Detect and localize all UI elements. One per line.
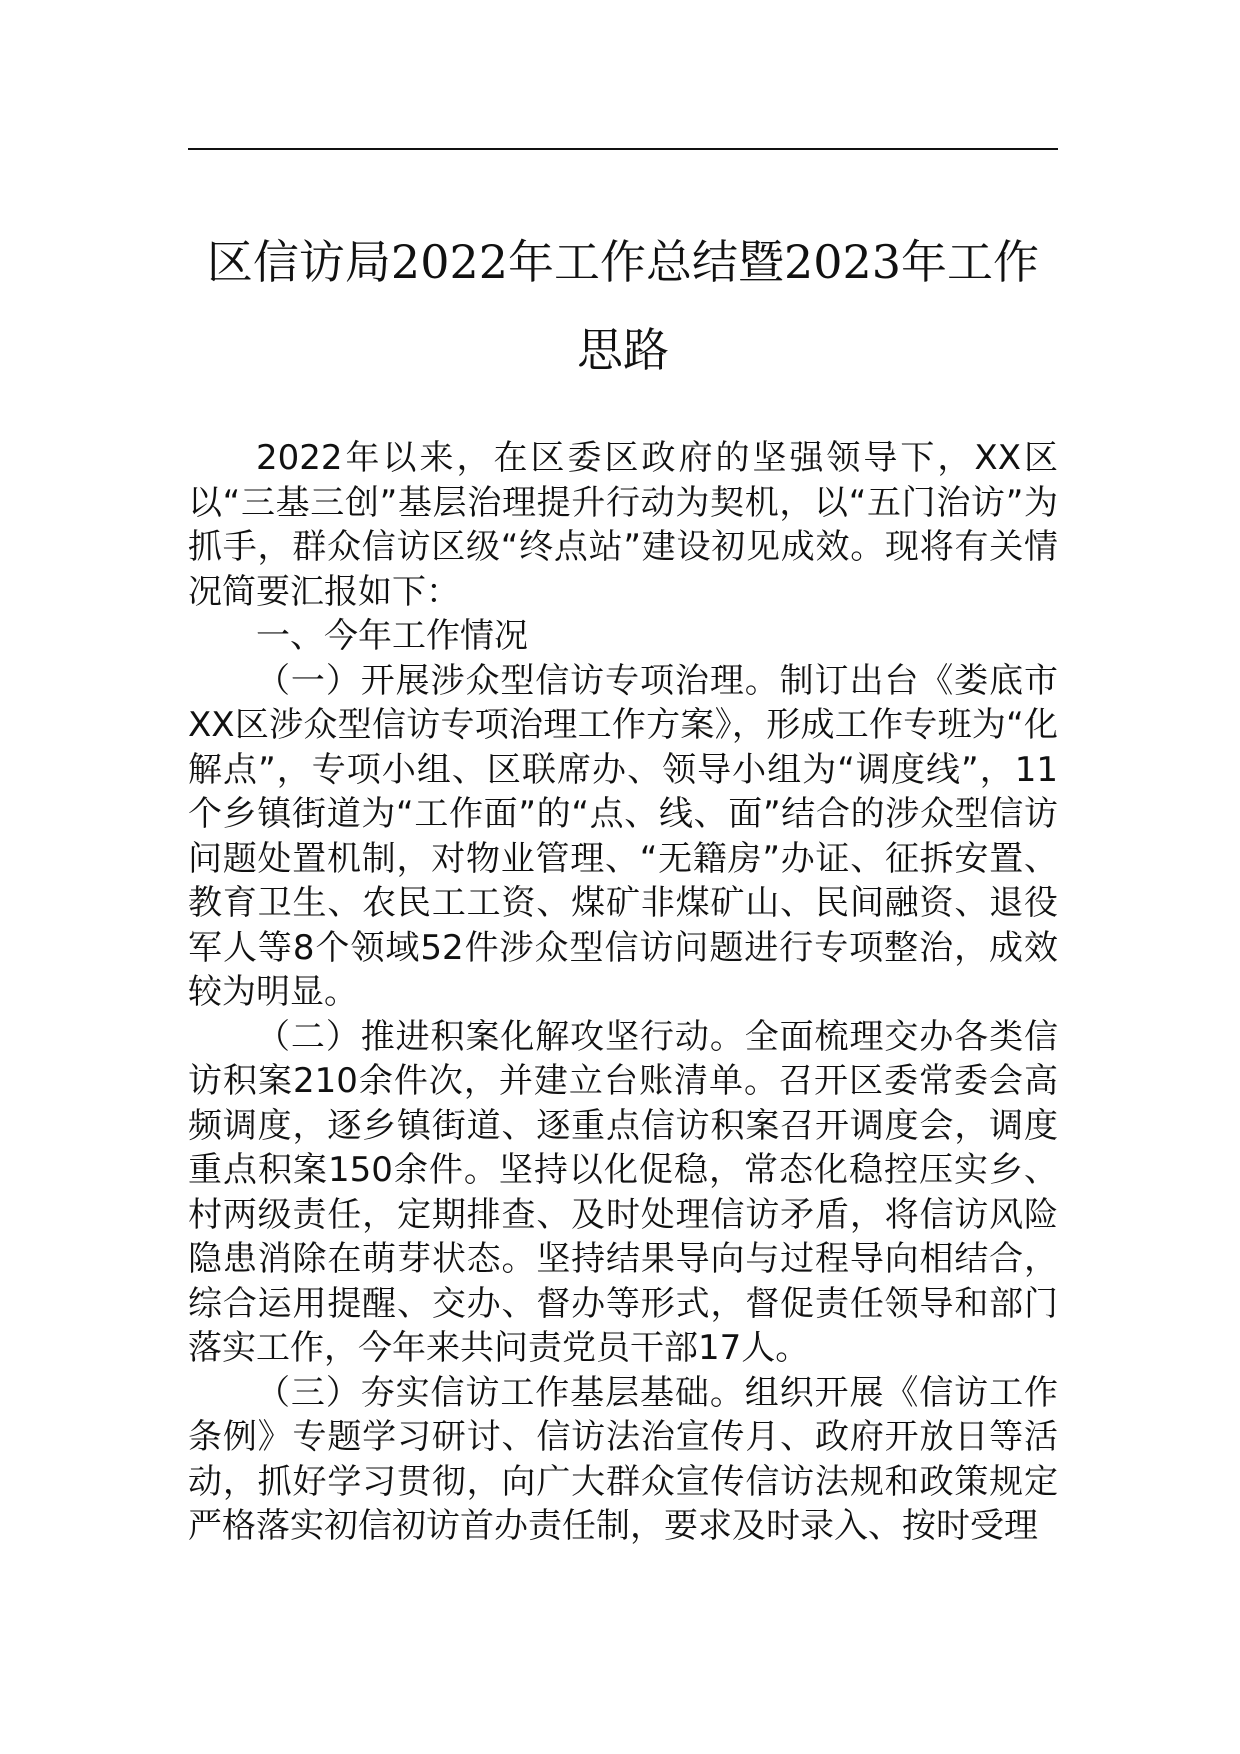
intro-paragraph: 2022年以来，在区委区政府的坚强领导下，XX区以“三基三创”基层治理提升行动为契机，以“五门治访”为抓手，群众信访区级“终点站”建设初见成效。现将有关情况简要汇报如下： [188,438,1058,612]
document-title: 区信访局2022年工作总结暨2023年工作思路 [206,235,1040,377]
body-paragraph: （三）夯实信访工作基层基础。组织开展《信访工作条例》专题学习研讨、信访法治宣传月、政府开放日等活动，抓好学习贯彻，向广大群众宣传信访法规和政策规定严格落实初信初访首办责任制，要求及时录入、按时受理 [188,1372,1058,1546]
section-heading: 一、今年工作情况 [256,616,528,656]
body-paragraph: （一）开展涉众型信访专项治理。制订出台《娄底市XX区涉众型信访专项治理工作方案》，形成工作专班为“化解点”，专项小组、区联席办、领导小组为“调度线”，11个乡镇街道为“工作面”的“点、线、面”结合的涉众型信访问题处置机制，对物业管理、“无籍房”办证、征拆安置、教育卫生、农民工工资、煤矿非煤矿山、民间融资、退役军人等8个领域52件涉众型信访问题进行专项整治，成效较为明显。 [188,660,1058,1012]
header-rule [188,148,1058,150]
document-body [188,436,1058,1549]
body-paragraph: （二）推进积案化解攻坚行动。全面梳理交办各类信访积案210余件次，并建立台账清单。召开区委常委会高频调度，逐乡镇街道、逐重点信访积案召开调度会，调度重点积案150余件。坚持以化促稳，常态化稳控压实乡、村两级责任，定期排查、及时处理信访矛盾，将信访风险隐患消除在萌芽状态。坚持结果导向与过程导向相结合，综合运用提醒、交办、督办等形式，督促责任领导和部门落实工作，今年来共问责党员干部17人。 [188,1016,1058,1368]
